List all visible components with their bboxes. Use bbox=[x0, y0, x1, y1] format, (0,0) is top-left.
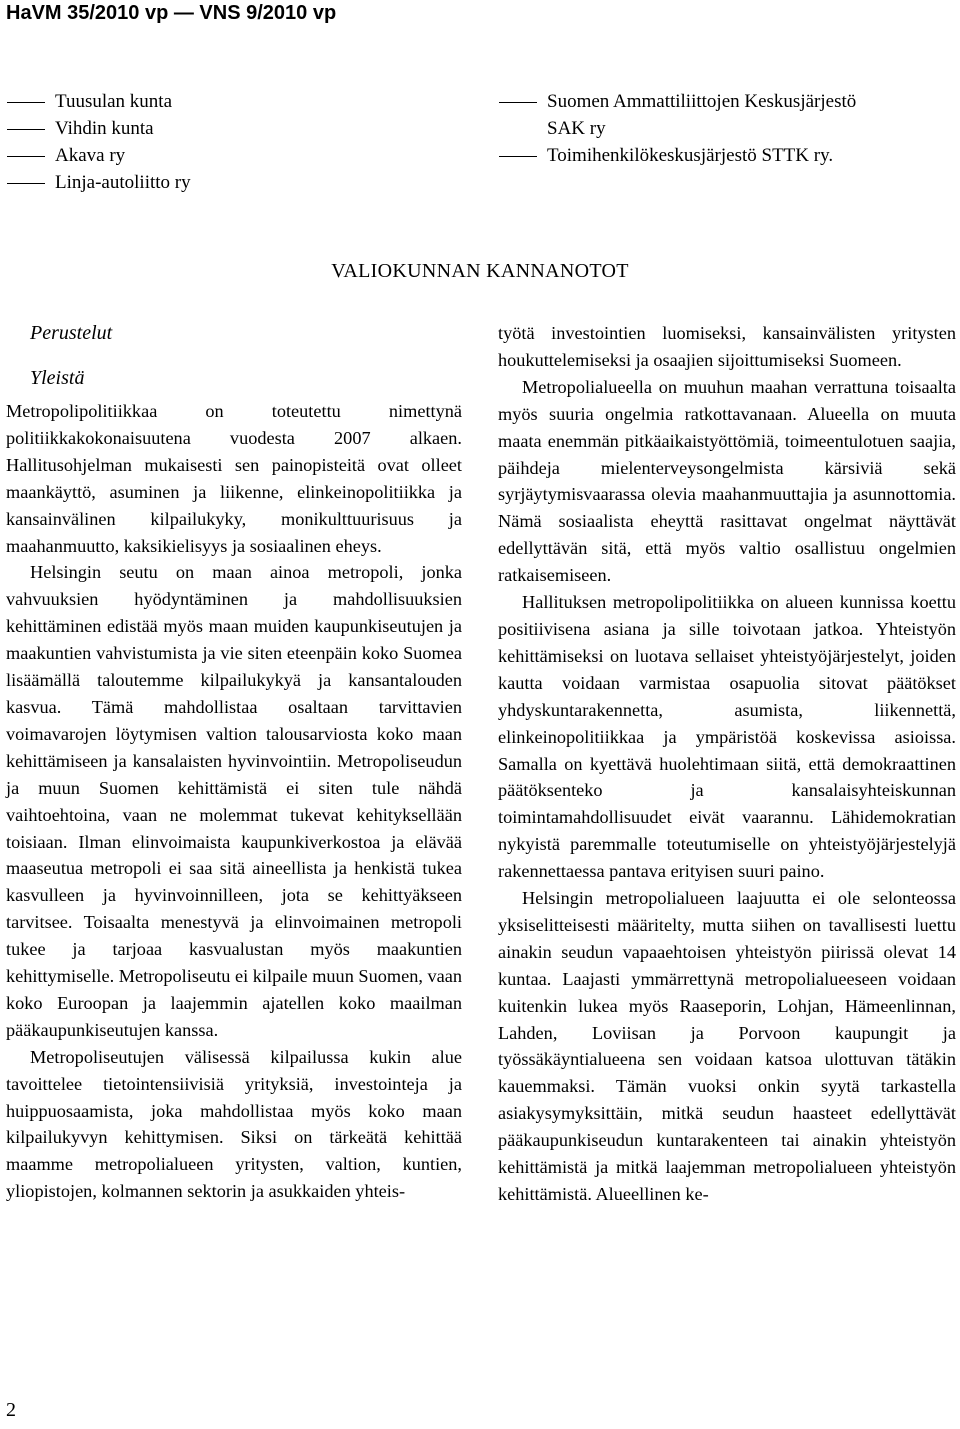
list-item bbox=[7, 142, 191, 169]
dash-marker bbox=[7, 102, 45, 103]
dash-marker bbox=[499, 102, 537, 103]
recipient-name: Toimihenkilökeskusjärjestö STTK ry. bbox=[547, 145, 834, 166]
running-header: HaVM 35/2010 vp — VNS 9/2010 vp bbox=[6, 2, 337, 24]
paragraph: Metropolipolitiikkaa on toteutettu nimettynä politiikkakokonaisuutena vuodesta 2007 alkaen. Hallitusohjelman mukaisesti sen painopisteitä ovat olleet maankäyttö, asuminen ja liikenne, elinkeinopolitiikka ja kansainvälinen kilpailukyky, monikulttuurisuus ja maahanmuutto, kaksikielisyys ja sosiaalinen eheys. bbox=[6, 401, 462, 556]
recipient-name: SAK ry bbox=[547, 118, 606, 139]
paragraph: Metropolialueella on muuhun maahan verrattuna toisaalta myös suuria ongelmia ratkottavanaan. Alueella on muuta maata enemmän pitkäaikaistyöttömiä, toimeentulotuen saajia, päihdeja mielenterveysongelmista kärsiviä sekä syrjäytymisvaarassa olevia maahanmuuttajia ja asunnottomia. Nämä sosiaalista eheyttä rasittavat ongelmat näyttävät edellyttävän sitä, että myös valtio osallistuu ongelmien ratkaisemiseen. bbox=[498, 376, 956, 586]
list-item bbox=[499, 88, 856, 115]
recipient-name: Suomen Ammattiliittojen Keskusjärjestö bbox=[547, 91, 857, 112]
subheading-perustelut: Perustelut bbox=[30, 322, 113, 344]
list-item bbox=[499, 142, 856, 169]
paragraph: Hallituksen metropolipolitiikka on alueen kunnissa koettu positiivisena asiana ja sille toivotaan jatkoa. Yhteistyön kehittämiseksi on luotava sellaiset yhteistyöjärjestelyt, joiden kautta voidaan varmistaa osapuolia sitovat päätökset yhdyskuntarakennetta, asumista, liikennettä, elinkeinopolitiikkaa ja ympäristöä koskevissa asioissa. Samalla on kyettävä huolehtimaan siitä, että demokraattinen päätöksenteko ja kansalaisyhteiskunnan toimintamahdollisuudet eivät vaarannu. Lähidemokratian nykyistä paremmalle toteutumiselle on yhteistyöjärjestelyjä rakennettaessa pantava erityisen suuri paino. bbox=[498, 592, 956, 882]
subheading-yleista: Yleistä bbox=[30, 367, 85, 389]
recipient-name: Linja-autoliitto ry bbox=[55, 172, 191, 193]
paragraph: Helsingin seutu on maan ainoa metropoli, jonka vahvuuksien hyödyntäminen ja mahdollisuuksien kehittäminen edistää myös maan muiden kaupunkiseutujen ja maakuntien vahvistumista ja vie siten eteenpäin koko Suomea lisäämällä taloutemme kilpailukykyä ja kansantalouden kasvua. Tämä mahdollistaa osaltaan tarvittavien voimavarojen löytymisen valtion talousarviosta koko maan kehittämiseen ja kansalaisten hyvinvointiin. Metropoliseudun ja muun Suomen kehittämistä ei siten tule nähdä vaihtoehtoina, vaan ne molemmat tukevat kehityksellään toisiaan. Ilman elinvoimaista kaupunkiverkostoa ja elävää maaseutua metropoli ei saa sitä aineellista ja henkistä tukea kasvulleen ja hyvinvoinnilleen, jota se kehittyäkseen tarvitsee. Toisaalta menestyvä ja elinvoimainen metropoli tukee ja tarjoaa kasvualustan myös maakuntien kehittymiselle. Metropoliseutu ei kilpaile muun Suomen, vaan koko Euroopan ja laajemmin ajatellen koko maailman pääkaupunkiseutujen kanssa. bbox=[6, 562, 462, 1040]
paragraph: Metropoliseutujen välisessä kilpailussa kukin alue tavoittelee tietointensiivisiä yrityksiä, investointeja ja huippuosaamista, joka mahdollistaa myös koko maan kilpailukyvyn kehittymisen. Siksi on tärkeätä kehittää maamme metropolialueen yritysten, valtion, kuntien, yliopistojen, kolmannen sektorin ja asukkaiden yhteis- bbox=[6, 1046, 462, 1202]
recipient-name: Tuusulan kunta bbox=[55, 91, 173, 112]
section-title: VALIOKUNNAN KANNANOTOT bbox=[331, 260, 629, 282]
dash-marker bbox=[7, 129, 45, 130]
dash-marker bbox=[7, 183, 45, 184]
recipient-list-right bbox=[499, 88, 856, 169]
text-column-right bbox=[498, 320, 956, 1208]
dash-marker bbox=[7, 156, 45, 157]
dash-marker bbox=[499, 156, 537, 157]
recipient-name: Vihdin kunta bbox=[55, 118, 154, 139]
list-item bbox=[7, 169, 191, 196]
list-item bbox=[7, 115, 191, 142]
list-item-continuation bbox=[499, 115, 856, 142]
page-number: 2 bbox=[6, 1399, 16, 1421]
list-item bbox=[7, 88, 191, 115]
recipient-list-left bbox=[7, 88, 191, 196]
paragraph: Helsingin metropolialueen laajuutta ei ole selonteossa yksiselitteisesti määritelty, mutta siihen on tavallisesti luettu ainakin seudun vapaaehtoisen yhteistyön piirissä olevat 14 kuntaa. Laajasti ymmärrettynä metropolialueeseen voidaan kuitenkin lukea myös Raaseporin, Lohjan, Hämeenlinnan, Lahden, Loviisan ja Porvoon kaupungit ja työssäkäyntialueena sen voidaan katsoa ulottuvan tätäkin kauemmaksi. Tämän vuoksi onkin syytä tarkastella asiakysymyksittäin, mitkä seudun haasteet edellyttävät pääkaupunkiseudun kuntarakenteen tai ainakin yhteistyön kehittämistä ja mitkä laajemman metropolialueen yhteistyön kehittämistä. Alueellinen ke- bbox=[498, 888, 956, 1204]
paragraph: työtä investointien luomiseksi, kansainvälisten yritysten houkuttelemiseksi ja osaajien sijoittumiseksi Suomeen. bbox=[498, 323, 956, 370]
recipient-name: Akava ry bbox=[55, 145, 126, 166]
text-column-left bbox=[6, 320, 462, 1205]
